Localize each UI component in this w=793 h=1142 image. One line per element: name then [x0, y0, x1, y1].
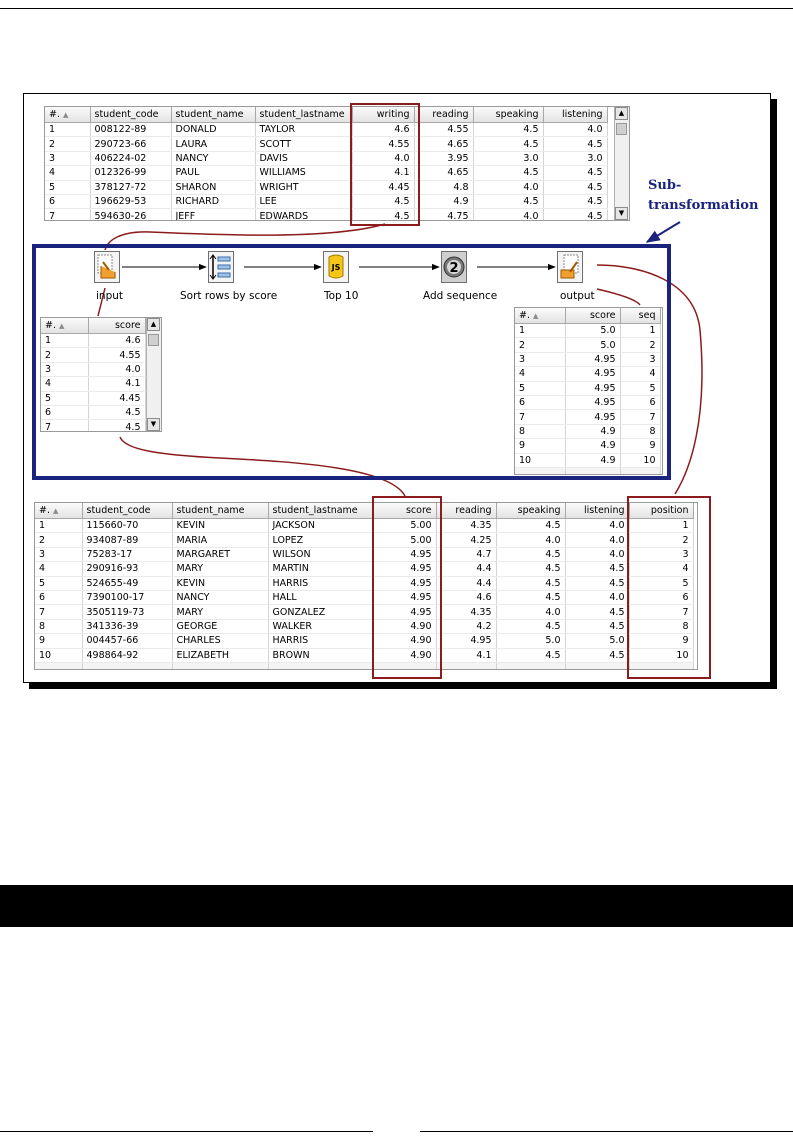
- table-cell: 4.5: [565, 576, 629, 590]
- table-cell: 5.0: [565, 634, 629, 648]
- column-header[interactable]: [496, 503, 565, 519]
- table-cell: 4.0: [496, 533, 565, 547]
- table-cell: 3.95: [414, 151, 473, 165]
- column-header-label: listening: [561, 109, 603, 120]
- table-cell: 5.0: [565, 338, 620, 352]
- table-cell: 4.5: [543, 166, 607, 180]
- table-cell: 2: [35, 533, 82, 547]
- table-cell: LEE: [255, 194, 352, 208]
- table-cell: 4.9: [565, 453, 620, 467]
- table-cell: 1: [45, 123, 90, 137]
- empty-cell: [565, 467, 620, 475]
- table-cell: BROWN: [268, 648, 372, 662]
- table-cell: 115660-70: [82, 519, 172, 533]
- table-cell: 4.5: [496, 576, 565, 590]
- table-cell: 3: [41, 362, 88, 376]
- empty-cell: [268, 662, 372, 670]
- table-cell: 4.0: [352, 151, 414, 165]
- table-row[interactable]: [35, 634, 693, 648]
- column-header-label: #.: [519, 310, 530, 321]
- table-cell: 3.0: [543, 151, 607, 165]
- table-cell: 8: [620, 424, 660, 438]
- table-cell: 8: [629, 619, 693, 633]
- table-cell: 4.5: [543, 194, 607, 208]
- input-step-icon[interactable]: [94, 251, 120, 283]
- table-cell: 4.5: [543, 137, 607, 151]
- table-cell: 4.95: [436, 634, 496, 648]
- table-row[interactable]: [41, 377, 145, 391]
- input-step-label: input: [96, 290, 124, 302]
- table-cell: 4.5: [473, 166, 543, 180]
- table-cell: 7: [515, 410, 565, 424]
- column-header-label: student_name: [175, 109, 244, 120]
- table-cell: 4.0: [473, 209, 543, 221]
- table-cell: 4.90: [372, 619, 436, 633]
- empty-cell: [496, 662, 565, 670]
- table-cell: 4.5: [352, 194, 414, 208]
- table-cell: GONZALEZ: [268, 605, 372, 619]
- table-row[interactable]: [41, 420, 145, 432]
- table-cell: 4.5: [496, 519, 565, 533]
- table-cell: 524655-49: [82, 576, 172, 590]
- column-header-label: listening: [583, 505, 625, 516]
- table-cell: 4.5: [496, 547, 565, 561]
- table-cell: 6: [41, 405, 88, 419]
- table-cell: 4.5: [88, 420, 145, 432]
- table-cell: 4.6: [88, 334, 145, 348]
- table-cell: 4.2: [436, 619, 496, 633]
- column-header-label: student_lastname: [272, 505, 358, 516]
- table-cell: 4.95: [372, 576, 436, 590]
- table-cell: 7: [620, 410, 660, 424]
- scroll-down-icon[interactable]: ▼: [147, 418, 160, 431]
- table-cell: 4.5: [565, 562, 629, 576]
- annotation-line-2: transformation: [648, 198, 759, 213]
- column-header-label: #.: [39, 505, 50, 516]
- table-cell: 4.95: [565, 367, 620, 381]
- column-header-label: score: [114, 320, 141, 331]
- table-cell: 4.4: [436, 562, 496, 576]
- table-cell: 3: [620, 352, 660, 366]
- output-step-icon[interactable]: [557, 251, 583, 283]
- table-cell: 3: [515, 352, 565, 366]
- table-cell: 3: [35, 547, 82, 561]
- table-cell: 1: [41, 334, 88, 348]
- table-cell: WILSON: [268, 547, 372, 561]
- table-row[interactable]: [35, 562, 693, 576]
- table-cell: DAVIS: [255, 151, 352, 165]
- table-cell: 4.6: [436, 590, 496, 604]
- table-cell: 4.0: [473, 180, 543, 194]
- table-cell: 10: [515, 453, 565, 467]
- table-cell: 4: [620, 367, 660, 381]
- row-number-header[interactable]: [35, 503, 82, 519]
- table-cell: 1: [35, 519, 82, 533]
- table-cell: DONALD: [171, 123, 255, 137]
- column-header-label: reading: [455, 505, 492, 516]
- table-cell: 4.5: [496, 648, 565, 662]
- svg-text:2: 2: [449, 261, 459, 276]
- table-cell: 1: [515, 324, 565, 338]
- table-cell: MARTIN: [268, 562, 372, 576]
- table-cell: 4.5: [565, 619, 629, 633]
- table-cell: 4.55: [414, 123, 473, 137]
- column-header[interactable]: [82, 503, 172, 519]
- table-cell: 9: [515, 439, 565, 453]
- output-data-grid[interactable]: [34, 502, 698, 670]
- table-cell: 4: [45, 166, 90, 180]
- table-row[interactable]: [515, 381, 660, 395]
- table-cell: WILLIAMS: [255, 166, 352, 180]
- table-cell: 4.95: [372, 605, 436, 619]
- sort-ascending-icon[interactable]: ▲: [52, 507, 59, 515]
- table-row[interactable]: [515, 324, 660, 338]
- table-cell: 2: [45, 137, 90, 151]
- table-row[interactable]: [35, 619, 693, 633]
- table-cell: PAUL: [171, 166, 255, 180]
- table-cell: 004457-66: [82, 634, 172, 648]
- table-cell: SHARON: [171, 180, 255, 194]
- table-row[interactable]: [35, 533, 693, 547]
- table-cell: 4.65: [414, 137, 473, 151]
- table-cell: 5.00: [372, 519, 436, 533]
- table-row[interactable]: [41, 348, 145, 362]
- footer-rule-left: [0, 1131, 373, 1132]
- column-header-label: reading: [432, 109, 469, 120]
- table-cell: 4.95: [372, 590, 436, 604]
- table-row[interactable]: [35, 605, 693, 619]
- table-cell: 5: [515, 381, 565, 395]
- table-row[interactable]: [515, 367, 660, 381]
- add-sequence-label: Add sequence: [423, 290, 498, 302]
- table-cell: 3: [45, 151, 90, 165]
- empty-cell: [35, 662, 82, 670]
- table-cell: 4.9: [565, 439, 620, 453]
- table-cell: MARY: [172, 562, 268, 576]
- mini-output-table: [515, 308, 661, 475]
- empty-cell: [436, 662, 496, 670]
- table-cell: 7: [629, 605, 693, 619]
- table-cell: 3: [629, 547, 693, 561]
- table-cell: 4.5: [88, 405, 145, 419]
- column-header-label: student_code: [94, 109, 159, 120]
- table-cell: 4.0: [565, 547, 629, 561]
- column-header-label: seq: [638, 310, 656, 321]
- javascript-icon[interactable]: [323, 251, 349, 283]
- table-cell: EDWARDS: [255, 209, 352, 221]
- column-header[interactable]: [88, 318, 145, 334]
- table-cell: 1: [629, 519, 693, 533]
- scroll-down-icon[interactable]: ▼: [615, 207, 628, 220]
- footer-rule-right: [420, 1131, 793, 1132]
- table-cell: 5: [45, 180, 90, 194]
- table-cell: 2: [515, 338, 565, 352]
- column-header[interactable]: [268, 503, 372, 519]
- table-cell: 5.00: [372, 533, 436, 547]
- table-cell: 4.35: [436, 605, 496, 619]
- column-header-label: score: [405, 505, 432, 516]
- table-cell: 4.95: [372, 562, 436, 576]
- top10-label: Top 10: [324, 290, 359, 302]
- table-cell: 498864-92: [82, 648, 172, 662]
- table-cell: 4.5: [352, 209, 414, 221]
- table-cell: WALKER: [268, 619, 372, 633]
- table-cell: 4.0: [565, 519, 629, 533]
- table-cell: 5: [35, 576, 82, 590]
- table-cell: 4.25: [436, 533, 496, 547]
- table-cell: 4.4: [436, 576, 496, 590]
- table-cell: 5.0: [565, 324, 620, 338]
- table-cell: HALL: [268, 590, 372, 604]
- table-cell: JACKSON: [268, 519, 372, 533]
- table-cell: HARRIS: [268, 576, 372, 590]
- table-cell: 7: [41, 420, 88, 432]
- table-cell: 008122-89: [90, 123, 171, 137]
- scroll-thumb[interactable]: [148, 334, 159, 346]
- mini-output-grid[interactable]: [514, 307, 663, 475]
- table-cell: MARY: [172, 605, 268, 619]
- table-cell: 4.5: [565, 605, 629, 619]
- table-cell: 406224-02: [90, 151, 171, 165]
- table-cell: 2: [620, 338, 660, 352]
- empty-row: [515, 467, 660, 475]
- output-step-label: output: [560, 290, 595, 302]
- table-cell: 4.5: [496, 619, 565, 633]
- table-cell: 4.0: [88, 362, 145, 376]
- score-column-highlight: [372, 496, 442, 679]
- sort-rows-label: Sort rows by score: [180, 290, 278, 302]
- column-header[interactable]: [620, 308, 660, 324]
- table-cell: 10: [620, 453, 660, 467]
- table-cell: 4.45: [88, 391, 145, 405]
- column-header-label: position: [650, 505, 689, 516]
- sort-ascending-icon[interactable]: ▲: [58, 322, 65, 330]
- table-cell: 4.0: [565, 533, 629, 547]
- table-cell: 4.5: [496, 562, 565, 576]
- table-cell: SCOTT: [255, 137, 352, 151]
- table-cell: 4.0: [565, 590, 629, 604]
- column-header-label: speaking: [517, 505, 561, 516]
- table-cell: NANCY: [172, 590, 268, 604]
- table-cell: 4.5: [543, 180, 607, 194]
- table-cell: 6: [620, 395, 660, 409]
- row-number-header[interactable]: [515, 308, 565, 324]
- table-cell: ELIZABETH: [172, 648, 268, 662]
- table-cell: 7: [45, 209, 90, 221]
- table-row[interactable]: [515, 338, 660, 352]
- table-cell: NANCY: [171, 151, 255, 165]
- scroll-up-icon[interactable]: ▲: [615, 107, 628, 120]
- table-cell: 196629-53: [90, 194, 171, 208]
- table-cell: 4.65: [414, 166, 473, 180]
- table-cell: 10: [629, 648, 693, 662]
- table-cell: 10: [35, 648, 82, 662]
- table-cell: 8: [35, 619, 82, 633]
- table-row[interactable]: [41, 405, 145, 419]
- table-row[interactable]: [35, 648, 693, 662]
- table-cell: 4.90: [372, 648, 436, 662]
- table-cell: 290723-66: [90, 137, 171, 151]
- table-cell: 4.95: [565, 395, 620, 409]
- column-header-label: #.: [49, 109, 60, 120]
- table-cell: 4.90: [372, 634, 436, 648]
- table-cell: 75283-17: [82, 547, 172, 561]
- sort-rows-icon[interactable]: [208, 251, 234, 283]
- table-row[interactable]: [35, 576, 693, 590]
- empty-cell: [515, 467, 565, 475]
- sequence-icon[interactable]: [441, 251, 467, 283]
- position-column-highlight: [627, 496, 711, 679]
- table-cell: 4.95: [372, 547, 436, 561]
- table-row[interactable]: [515, 395, 660, 409]
- table-cell: 4.5: [543, 209, 607, 221]
- table-cell: 9: [35, 634, 82, 648]
- annotation-pointer-arrow: [647, 222, 680, 242]
- empty-row: [35, 662, 693, 670]
- column-header-label: score: [589, 310, 616, 321]
- annotation-line-1: Sub-: [648, 178, 682, 193]
- table-cell: 9: [620, 439, 660, 453]
- table-cell: JEFF: [171, 209, 255, 221]
- table-cell: 4: [629, 562, 693, 576]
- table-cell: 5.0: [496, 634, 565, 648]
- table-cell: 594630-26: [90, 209, 171, 221]
- table-cell: 7390100-17: [82, 590, 172, 604]
- table-cell: 4.55: [352, 137, 414, 151]
- table-cell: 4.9: [565, 424, 620, 438]
- column-header[interactable]: [565, 308, 620, 324]
- table-cell: 4.5: [473, 194, 543, 208]
- table-row[interactable]: [35, 547, 693, 561]
- table-cell: 4: [41, 377, 88, 391]
- output-grid-table: [35, 503, 694, 670]
- table-cell: 6: [629, 590, 693, 604]
- table-cell: 2: [41, 348, 88, 362]
- table-cell: 4.0: [543, 123, 607, 137]
- table-cell: 4.1: [436, 648, 496, 662]
- table-cell: 4.45: [352, 180, 414, 194]
- table-cell: 4.8: [414, 180, 473, 194]
- table-cell: KEVIN: [172, 576, 268, 590]
- table-cell: KEVIN: [172, 519, 268, 533]
- table-cell: 1: [620, 324, 660, 338]
- table-cell: 4.5: [473, 123, 543, 137]
- scroll-up-icon[interactable]: ▲: [147, 318, 160, 331]
- table-cell: LOPEZ: [268, 533, 372, 547]
- empty-cell: [565, 662, 629, 670]
- table-cell: 4.1: [352, 166, 414, 180]
- table-cell: 4.7: [436, 547, 496, 561]
- column-header[interactable]: [565, 503, 629, 519]
- table-cell: 8: [515, 424, 565, 438]
- empty-cell: [172, 662, 268, 670]
- table-cell: 4.5: [473, 137, 543, 151]
- table-cell: 4.35: [436, 519, 496, 533]
- table-cell: 4.5: [565, 648, 629, 662]
- table-row[interactable]: [41, 334, 145, 348]
- column-header-label: #.: [45, 320, 56, 331]
- sort-ascending-icon[interactable]: ▲: [62, 111, 69, 119]
- table-cell: 4.95: [565, 410, 620, 424]
- column-header-label: student_code: [86, 505, 151, 516]
- table-row[interactable]: [41, 362, 145, 376]
- table-cell: LAURA: [171, 137, 255, 151]
- table-cell: 4.55: [88, 348, 145, 362]
- table-row[interactable]: [35, 590, 693, 604]
- table-cell: 5: [629, 576, 693, 590]
- table-row[interactable]: [515, 439, 660, 453]
- column-header[interactable]: [172, 503, 268, 519]
- table-cell: 4.75: [414, 209, 473, 221]
- table-cell: MARGARET: [172, 547, 268, 561]
- table-cell: 4.0: [496, 605, 565, 619]
- table-cell: 378127-72: [90, 180, 171, 194]
- empty-cell: [82, 662, 172, 670]
- table-cell: 3505119-73: [82, 605, 172, 619]
- table-cell: MARIA: [172, 533, 268, 547]
- table-row[interactable]: [515, 424, 660, 438]
- table-cell: 934087-89: [82, 533, 172, 547]
- table-cell: 4.1: [88, 377, 145, 391]
- table-cell: 5: [620, 381, 660, 395]
- table-cell: HARRIS: [268, 634, 372, 648]
- table-cell: 4: [515, 367, 565, 381]
- column-header[interactable]: [436, 503, 496, 519]
- table-cell: 290916-93: [82, 562, 172, 576]
- table-cell: 012326-99: [90, 166, 171, 180]
- mini-input-table: [41, 318, 146, 432]
- section-divider-bar: [0, 885, 793, 927]
- mini-input-scrollbar[interactable]: [146, 318, 161, 431]
- table-cell: TAYLOR: [255, 123, 352, 137]
- table-row[interactable]: [515, 453, 660, 467]
- table-cell: 4.95: [565, 381, 620, 395]
- table-cell: RICHARD: [171, 194, 255, 208]
- column-header-label: writing: [376, 109, 410, 120]
- table-cell: 6: [35, 590, 82, 604]
- table-cell: 4: [35, 562, 82, 576]
- table-cell: 4.5: [496, 590, 565, 604]
- svg-text:JS: JS: [331, 263, 341, 272]
- table-cell: 6: [45, 194, 90, 208]
- row-number-header[interactable]: [41, 318, 88, 334]
- table-cell: 4.9: [414, 194, 473, 208]
- table-cell: 341336-39: [82, 619, 172, 633]
- table-cell: 9: [629, 634, 693, 648]
- column-header-label: speaking: [495, 109, 539, 120]
- table-cell: 2: [629, 533, 693, 547]
- sort-ascending-icon[interactable]: ▲: [532, 312, 539, 320]
- table-row[interactable]: [41, 391, 145, 405]
- column-header-label: student_name: [176, 505, 245, 516]
- mini-input-grid[interactable]: [40, 317, 162, 432]
- column-header-label: student_lastname: [259, 109, 345, 120]
- table-cell: 5: [41, 391, 88, 405]
- table-cell: 4.95: [565, 352, 620, 366]
- table-row[interactable]: [35, 519, 693, 533]
- table-cell: CHARLES: [172, 634, 268, 648]
- empty-cell: [620, 467, 660, 475]
- table-cell: GEORGE: [172, 619, 268, 633]
- table-cell: 3.0: [473, 151, 543, 165]
- table-row[interactable]: [515, 410, 660, 424]
- table-cell: 4.6: [352, 123, 414, 137]
- table-cell: 6: [515, 395, 565, 409]
- table-cell: WRIGHT: [255, 180, 352, 194]
- table-cell: 7: [35, 605, 82, 619]
- table-row[interactable]: [515, 352, 660, 366]
